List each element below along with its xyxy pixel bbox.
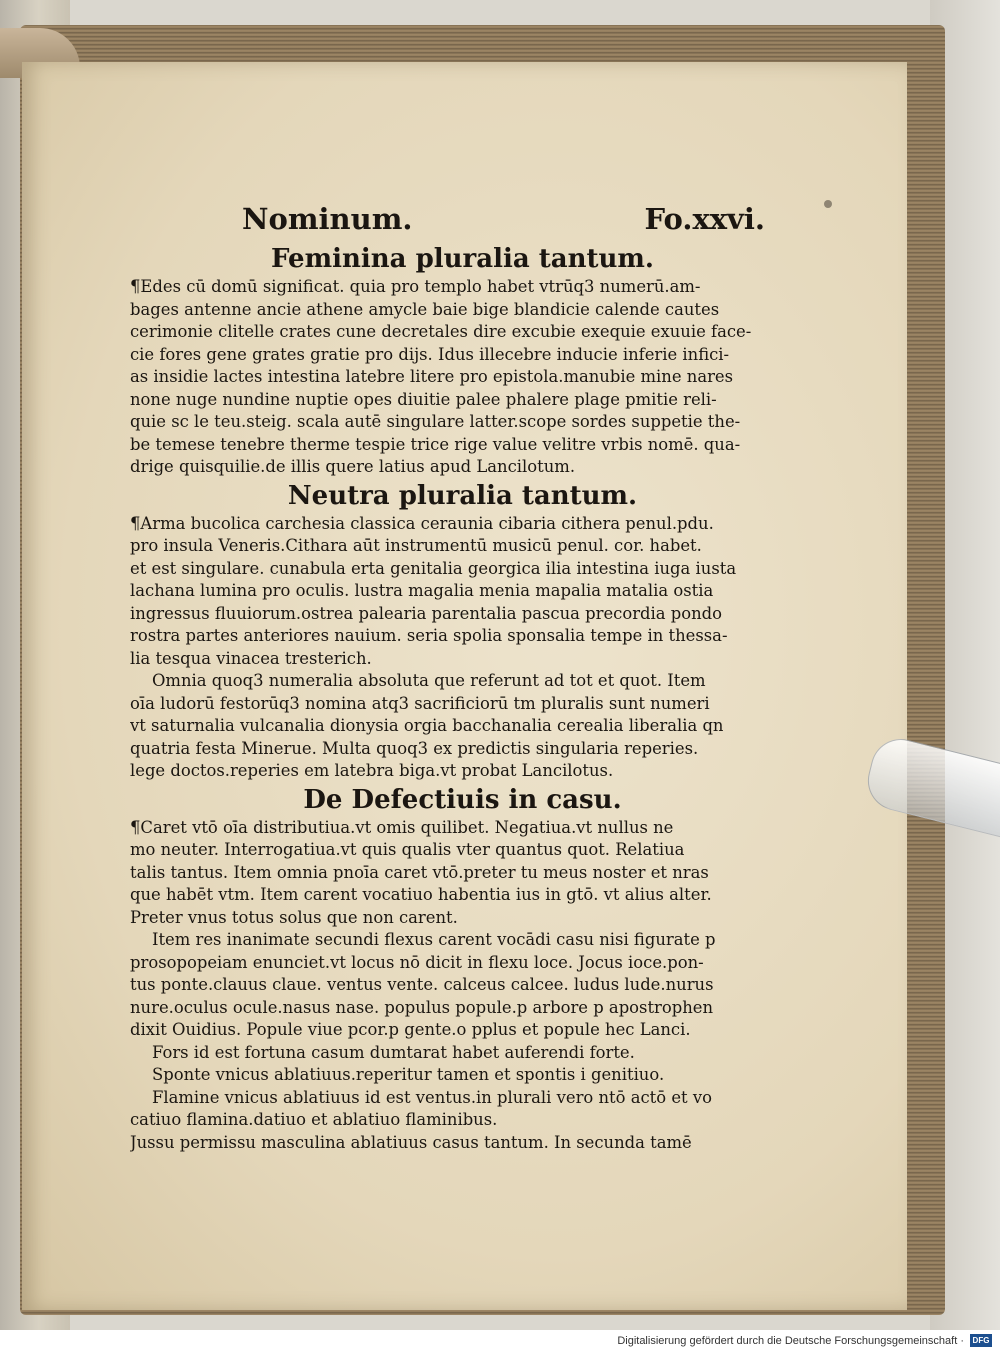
text-line: que habēt vtm. Item carent vocatiuo habentia ius in gtō. vt alius alter. <box>130 885 712 904</box>
text-line: drige quisquilie.de illis quere latius apud Lancilotum. <box>130 457 576 476</box>
text-line: Sponte vnicus ablatiuus.reperitur tamen et spontis i genitiuo. <box>152 1065 665 1084</box>
folio-number: Fo.xxvi. <box>644 202 765 236</box>
text-line: ingressus fluuiorum.ostrea palearia parentalia pascua precordia pondo <box>130 603 723 623</box>
section-neutra <box>130 513 765 783</box>
section-defectiuis <box>130 817 765 1155</box>
running-head <box>130 202 765 242</box>
section-heading-defectiuis: De Defectiuis in casu. <box>303 784 622 815</box>
text-line: tus ponte.clauus claue. ventus vente. calceus calcee. ludus lude.nurus <box>130 975 714 994</box>
text-line: be temese tenebre therme tespie trice rige value velitre vrbis nomē. qua- <box>130 434 741 454</box>
text-line: Preter vnus totus solus que non carent. <box>130 907 458 927</box>
text-line: none nuge nundine nuptie opes diuitie palee phalere plage pmitie reli- <box>130 389 717 409</box>
text-line: as insidie lactes intestina latebre litere pro epistola.manubie mine nares <box>130 367 734 386</box>
text-line: lachana lumina pro oculis. lustra magalia menia mapalia matalia ostia <box>130 581 714 600</box>
section-heading-feminina: Feminina pluralia tantum. <box>271 244 654 274</box>
text-line: cie fores gene grates gratie pro dijs. Idus illecebre inducie inferie infici- <box>130 344 730 364</box>
footer-credit: Digitalisierung gefördert durch die Deutsche Forschungsgemeinschaft · <box>617 1334 964 1347</box>
text-line: lia tesqua vinacea tresterich. <box>130 648 372 668</box>
dfg-logo-icon: DFG <box>970 1334 992 1347</box>
book-page <box>22 62 907 1310</box>
text-line: mo neuter. Interrogatiua.vt quis qualis vter quantus quot. Relatiua <box>130 840 685 859</box>
text-line: bages antenne ancie athene amycle baie bige blandicie calende cautes <box>130 299 720 319</box>
text-line: rostra partes anteriores nauium. seria spolia sponsalia tempe in thessa- <box>130 626 728 645</box>
text-line: dixit Ouidius. Popule viue pcor.p gente.o pplus et popule hec Lanci. <box>130 1020 691 1039</box>
text-line: catiuo flamina.datiuo et ablatiuo flaminibus. <box>130 1110 498 1129</box>
text-line: ¶Edes cū domū significat. quia pro templo habet vtrūq3 numerū.am- <box>130 277 701 296</box>
text-line: Jussu permissu masculina ablatiuus casus tantum. In secunda tamē <box>130 1132 692 1152</box>
text-line: oīa ludorū festorūq3 nomina atq3 sacrificiorū tm pluralis sunt numeri <box>130 693 710 713</box>
printed-text-block <box>130 202 765 1154</box>
section-feminina <box>130 276 765 479</box>
running-head-title: Nominum. <box>242 202 413 236</box>
text-line: quie sc le teu.steig. scala autē singulare latter.scope sordes suppetie the- <box>130 412 741 431</box>
text-line: lege doctos.reperies em latebra biga.vt probat Lancilotus. <box>130 761 614 780</box>
text-line: Fors id est fortuna casum dumtarat habet auferendi forte. <box>152 1042 635 1062</box>
text-line: ¶Caret vtō oīa distributiua.vt omis quilibet. Negatiua.vt nullus ne <box>130 817 674 837</box>
text-line: talis tantus. Item omnia pnoīa caret vtō.preter tu meus noster et nras <box>130 862 709 882</box>
section-heading-neutra: Neutra pluralia tantum. <box>287 480 638 511</box>
text-line: nure.oculus ocule.nasus nase. populus popule.p arbore p apostrophen <box>130 997 714 1017</box>
text-line: cerimonie clitelle crates cune decretales dire excubie exequie exuuie face- <box>130 322 752 341</box>
text-line: vt saturnalia vulcanalia dionysia orgia bacchanalia cerealia liberalia qn <box>130 716 724 735</box>
text-line: ¶Arma bucolica carchesia classica ceraunia cibaria cithera penul.pdu. <box>130 513 714 533</box>
page-hole <box>824 200 832 208</box>
text-line: Item res inanimate secundi flexus carent vocādi casu nisi figurate p <box>152 930 716 949</box>
text-line: pro insula Veneris.Cithara aūt instrumentū musicū penul. cor. habet. <box>130 536 702 555</box>
text-line: et est singulare. cunabula erta genitalia georgica ilia intestina iuga iusta <box>130 558 737 578</box>
text-line: Omnia quoq3 numeralia absoluta que referunt ad tot et quot. Item <box>152 671 706 690</box>
footer-bar <box>0 1330 1000 1351</box>
text-line: Flamine vnicus ablatiuus id est ventus.in plurali vero ntō actō et vo <box>152 1087 712 1107</box>
text-line: quatria festa Minerue. Multa quoq3 ex predictis singularia reperies. <box>130 738 699 758</box>
text-line: prosopopeiam enunciet.vt locus nō dicit in flexu loce. Jocus ioce.pon- <box>130 952 704 972</box>
